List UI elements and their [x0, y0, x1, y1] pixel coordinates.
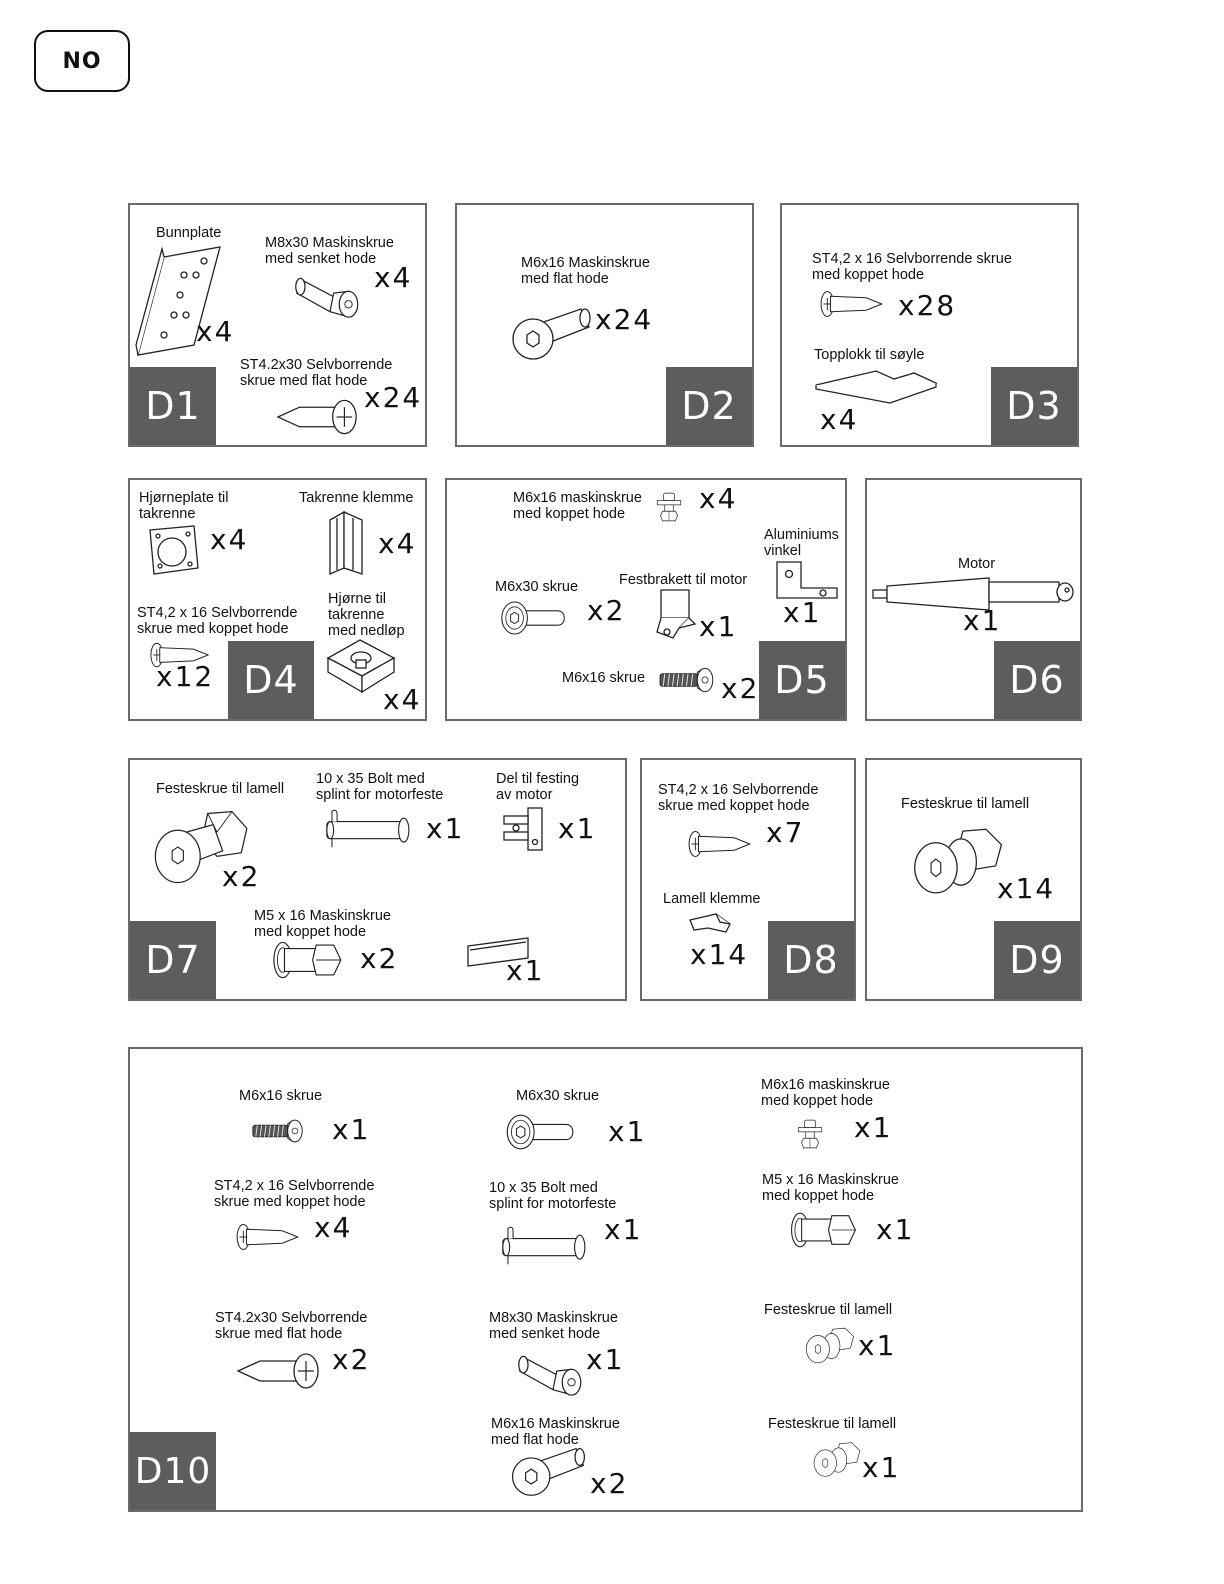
flat-head-cap-screw-icon — [508, 1443, 588, 1499]
cap-screw-icon — [493, 598, 573, 638]
flat-head-cap-screw-icon — [511, 303, 591, 363]
d10-lamell-screw-a-qty: x1 — [858, 1329, 897, 1362]
d7-bolt-qty: x1 — [426, 812, 465, 845]
d10-tag: D10 — [130, 1432, 216, 1510]
d3-tag: D3 — [991, 367, 1077, 445]
clevis-bolt-with-split-pin-icon — [320, 808, 414, 854]
d4-gutter-clip-label: Takrenne klemme — [299, 490, 414, 506]
d3-top-cap-qty: x4 — [820, 403, 859, 436]
threaded-countersunk-screw-icon — [250, 1115, 308, 1147]
d3-top-cap-label: Topplokk til søyle — [814, 347, 925, 363]
d7-motor-mount-part-qty: x1 — [558, 812, 597, 845]
d4-corner-plate-qty: x4 — [210, 523, 249, 556]
d7-lamell-screw-label: Festeskrue til lamell — [156, 781, 285, 797]
d2-tag: D2 — [666, 367, 752, 445]
d8-lamell-clip-qty: x14 — [690, 938, 749, 971]
d8-tag: D8 — [768, 921, 854, 999]
d4-tag: D4 — [228, 641, 314, 719]
d1-st42x30-qty: x24 — [364, 381, 423, 414]
d5-m6x16-cup-qty: x4 — [699, 482, 738, 515]
d10-lamell-screw-b-qty: x1 — [862, 1451, 901, 1484]
d4-st42x16-qty: x12 — [156, 660, 215, 693]
d8-st42x16-qty: x7 — [766, 816, 805, 849]
machine-screw-with-nut-icon — [794, 1111, 826, 1157]
d7-plate-qty: x1 — [506, 954, 545, 987]
lamella-fastening-screw-icon — [802, 1325, 860, 1367]
d5-m6x16-cup-label: M6x16 maskinskrue med koppet hode — [513, 490, 642, 522]
d1-m8x30-label: M8x30 Maskinskrue med senket hode — [265, 235, 394, 267]
machine-screw-with-nut-icon — [653, 484, 685, 530]
d9-tag: D9 — [994, 921, 1080, 999]
cup-head-self-drilling-screw-icon — [686, 828, 756, 860]
d6-motor-label: Motor — [958, 556, 996, 572]
gutter-clip-icon — [326, 510, 366, 576]
d4-corner-plate-label: Hjørneplate til takrenne — [139, 490, 229, 522]
cup-head-machine-screw-with-nut-icon — [270, 938, 350, 982]
d10-m8x30-label: M8x30 Maskinskrue med senket hode — [489, 1310, 618, 1342]
post-top-cap-icon — [814, 369, 938, 403]
panel-d8 — [640, 758, 856, 1001]
d10-m6x16-cup-qty: x1 — [854, 1111, 893, 1144]
d10-lamell-screw-b-label: Festeskrue til lamell — [768, 1416, 897, 1432]
d5-motor-bracket-qty: x1 — [699, 610, 738, 643]
panel-d5 — [445, 478, 847, 721]
d10-m6x30-label: M6x30 skrue — [516, 1088, 600, 1104]
panel-d10 — [128, 1047, 1083, 1512]
d10-st42x16-label: ST4,2 x 16 Selvborrende skrue med koppet hode — [214, 1178, 375, 1210]
d10-m6x30-qty: x1 — [608, 1115, 647, 1148]
threaded-countersunk-screw-icon — [657, 664, 719, 696]
d5-m6x30-qty: x2 — [587, 594, 626, 627]
d10-m8x30-qty: x1 — [586, 1343, 625, 1376]
d10-m6x16-qty: x1 — [332, 1113, 371, 1146]
cup-head-machine-screw-with-nut-icon — [788, 1209, 864, 1251]
d2-m6x16-label: M6x16 Maskinskrue med flat hode — [521, 255, 650, 287]
flat-head-self-drilling-screw-icon — [234, 1351, 324, 1391]
language-badge: NO — [34, 30, 130, 92]
d9-lamell-screw-qty: x14 — [997, 872, 1056, 905]
clevis-bolt-with-split-pin-icon — [496, 1225, 590, 1271]
d3-st42x16-qty: x28 — [898, 289, 957, 322]
d6-tag: D6 — [994, 641, 1080, 719]
d1-st42x30-label: ST4.2x30 Selvborrende skrue med flat hode — [240, 357, 393, 389]
d10-lamell-screw-a-label: Festeskrue til lamell — [764, 1302, 893, 1318]
d4-gutter-corner-qty: x4 — [383, 683, 422, 716]
lamella-clip-icon — [686, 912, 734, 936]
d10-bolt-qty: x1 — [604, 1213, 643, 1246]
panel-d9 — [865, 758, 1082, 1001]
d7-m5x16-label: M5 x 16 Maskinskrue med koppet hode — [254, 908, 391, 940]
d5-tag: D5 — [759, 641, 845, 719]
d5-m6x16-qty: x2 — [721, 672, 760, 705]
d7-lamell-screw-qty: x2 — [222, 860, 261, 893]
d5-aluminium-angle-label: Aluminiums vinkel — [764, 527, 839, 559]
d1-tag: D1 — [130, 367, 216, 445]
d10-m5x16-qty: x1 — [876, 1213, 915, 1246]
d8-lamell-clip-label: Lamell klemme — [663, 891, 761, 907]
d1-m8x30-qty: x4 — [374, 261, 413, 294]
panel-d1 — [128, 203, 427, 447]
cup-head-self-drilling-screw-icon — [818, 287, 888, 321]
d1-base-plate-label: Bunnplate — [156, 225, 222, 241]
d7-motor-mount-part-label: Del til festing av motor — [496, 771, 580, 803]
countersunk-screw-icon — [516, 1345, 590, 1401]
d7-tag: D7 — [130, 921, 216, 999]
d5-m6x30-label: M6x30 skrue — [495, 579, 579, 595]
d8-st42x16-label: ST4,2 x 16 Selvborrende skrue med koppet hode — [658, 782, 819, 814]
d5-m6x16-label: M6x16 skrue — [562, 670, 646, 686]
d6-motor-qty: x1 — [963, 604, 1002, 637]
d7-bolt-label: 10 x 35 Bolt med splint for motorfeste — [316, 771, 444, 803]
motor-bracket-icon — [655, 588, 697, 640]
d10-m6x16-flat-qty: x2 — [590, 1467, 629, 1500]
cup-head-self-drilling-screw-icon — [234, 1221, 304, 1253]
panel-d2 — [455, 203, 754, 447]
d10-m6x16-label: M6x16 skrue — [239, 1088, 323, 1104]
gutter-corner-plate-icon — [148, 524, 200, 576]
d5-aluminium-angle-qty: x1 — [783, 596, 822, 629]
aluminium-angle-icon — [775, 560, 839, 600]
panel-d4 — [128, 478, 427, 721]
panel-d6 — [865, 478, 1082, 721]
d4-gutter-clip-qty: x4 — [378, 527, 417, 560]
d5-motor-bracket-label: Festbrakett til motor — [619, 572, 748, 588]
d10-m5x16-label: M5 x 16 Maskinskrue med koppet hode — [762, 1172, 899, 1204]
d10-st42x30-label: ST4.2x30 Selvborrende skrue med flat hode — [215, 1310, 368, 1342]
lamella-fastening-screw-icon — [810, 1439, 866, 1481]
d10-m6x16-cup-label: M6x16 maskinskrue med koppet hode — [761, 1077, 890, 1109]
d10-bolt-label: 10 x 35 Bolt med splint for motorfeste — [489, 1180, 617, 1212]
cap-screw-icon — [500, 1111, 580, 1153]
d4-st42x16-label: ST4,2 x 16 Selvborrende skrue med koppet hode — [137, 605, 298, 637]
d7-m5x16-qty: x2 — [360, 942, 399, 975]
countersunk-screw-icon — [293, 267, 367, 323]
panel-d7 — [128, 758, 627, 1001]
d1-base-plate-qty: x4 — [196, 315, 235, 348]
d4-gutter-corner-label: Hjørne til takrenne med nedløp — [328, 591, 405, 639]
d10-m6x16-flat-label: M6x16 Maskinskrue med flat hode — [491, 1416, 620, 1448]
d10-st42x16-qty: x4 — [314, 1211, 353, 1244]
panel-d3 — [780, 203, 1079, 447]
d2-m6x16-qty: x24 — [595, 303, 654, 336]
motor-mount-part-icon — [500, 806, 546, 852]
d10-st42x30-qty: x2 — [332, 1343, 371, 1376]
d9-lamell-screw-label: Festeskrue til lamell — [901, 796, 1030, 812]
d3-st42x16-label: ST4,2 x 16 Selvborrende skrue med koppet hode — [812, 251, 1012, 283]
flat-head-self-drilling-screw-icon — [274, 397, 362, 437]
